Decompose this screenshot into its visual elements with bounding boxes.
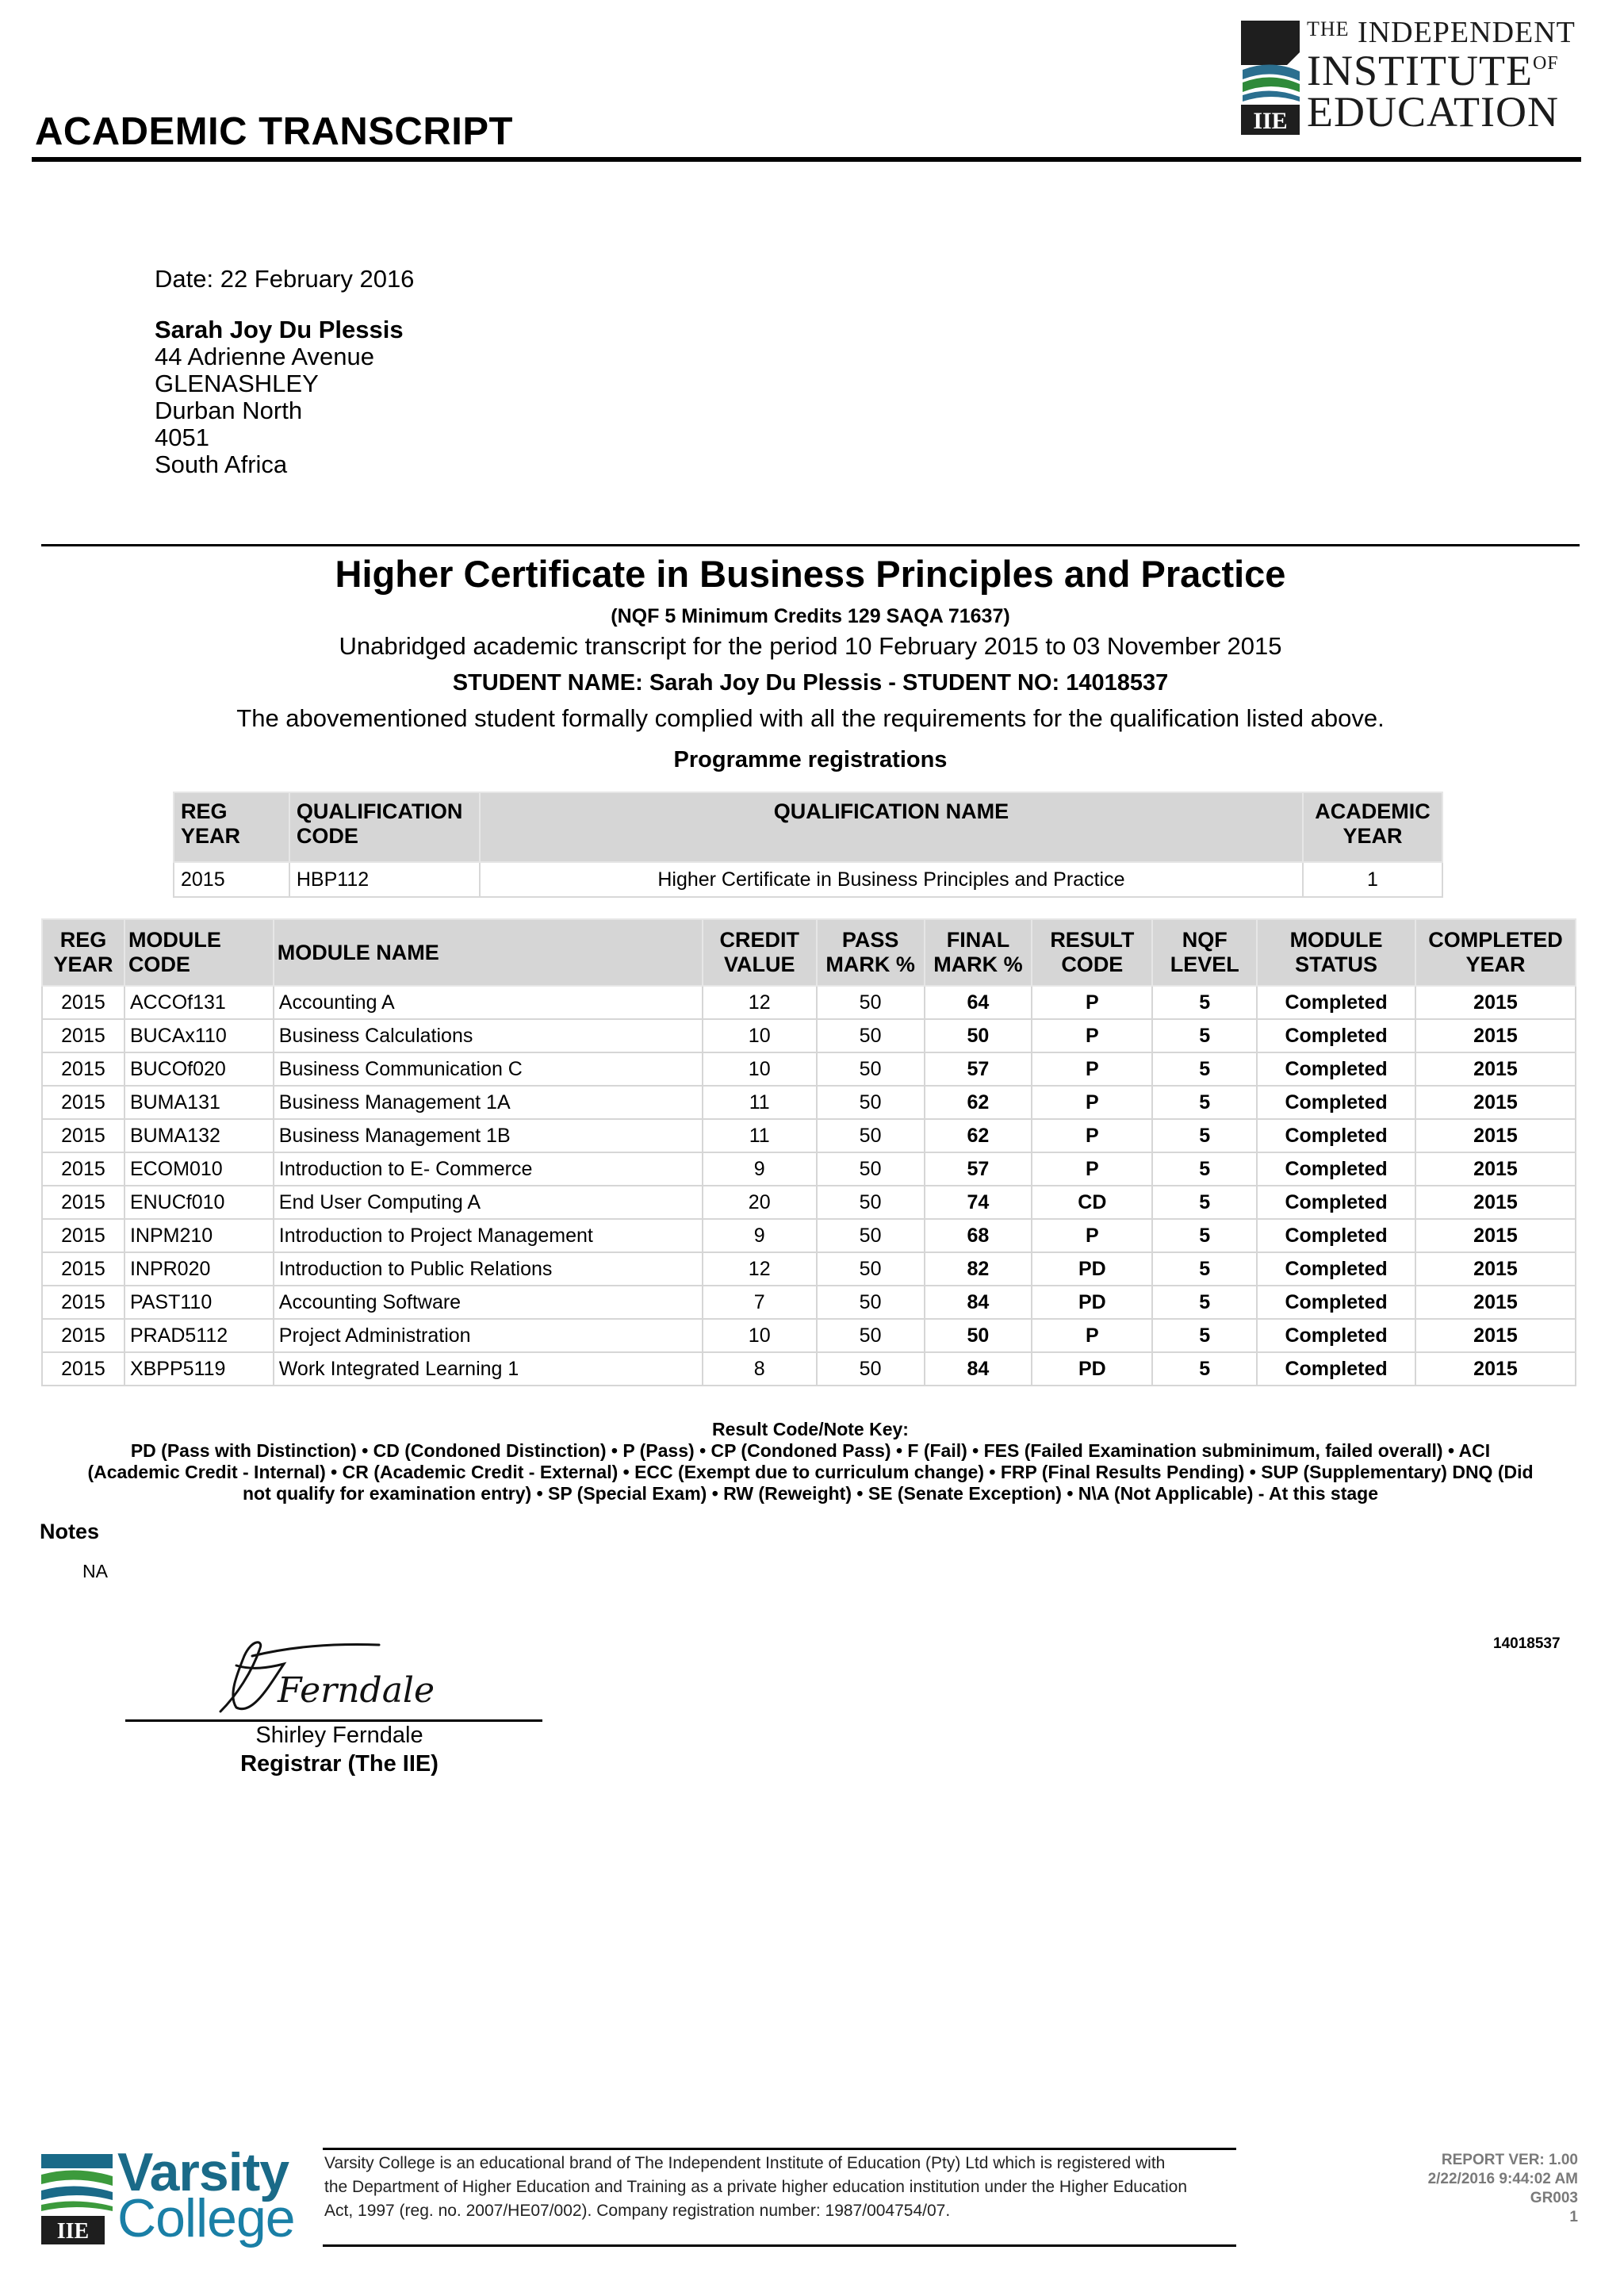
table-cell: P <box>1032 1052 1152 1086</box>
table-row <box>42 1052 1576 1086</box>
table-row <box>174 862 1442 897</box>
table-cell: Completed <box>1257 1119 1415 1152</box>
table-cell: Completed <box>1257 1252 1415 1286</box>
table-cell: 50 <box>817 1019 925 1052</box>
table-cell: 12 <box>703 986 817 1019</box>
table-cell: 2015 <box>42 1286 124 1319</box>
table-cell: 50 <box>817 1286 925 1319</box>
table-cell: Business Management 1B <box>274 1119 703 1152</box>
report-timestamp: 2/22/2016 9:44:02 AM <box>1427 2171 1578 2187</box>
report-version: REPORT VER: 1.00 <box>1441 2152 1578 2168</box>
table-row <box>42 1219 1576 1252</box>
table-cell: 50 <box>817 1352 925 1386</box>
table-row <box>42 1019 1576 1052</box>
column-header: FINAL MARK % <box>925 919 1032 986</box>
table-cell: 9 <box>703 1219 817 1252</box>
registrar-signature <box>205 1632 442 1719</box>
table-cell: 2015 <box>1415 1252 1576 1286</box>
table-cell: 5 <box>1152 1319 1257 1352</box>
table-cell: 11 <box>703 1086 817 1119</box>
column-header: REG YEAR <box>42 919 124 986</box>
table-cell: 2015 <box>42 1319 124 1352</box>
column-header: ACADEMIC YEAR <box>1303 792 1442 862</box>
table-cell: 2015 <box>1415 1152 1576 1186</box>
table-cell: 2015 <box>42 1252 124 1286</box>
table-row <box>42 1286 1576 1319</box>
table-cell: 10 <box>703 1052 817 1086</box>
table-cell: 68 <box>925 1219 1032 1252</box>
table-cell: ENUCf010 <box>124 1186 274 1219</box>
table-cell: 2015 <box>42 1219 124 1252</box>
table-cell: 50 <box>817 1119 925 1152</box>
address-line: Durban North <box>155 397 303 424</box>
table-row <box>42 986 1576 1019</box>
table-row <box>42 1319 1576 1352</box>
table-cell: PD <box>1032 1252 1152 1286</box>
table-cell: BUCOf020 <box>124 1052 274 1086</box>
address-line: South Africa <box>155 450 288 478</box>
table-cell: 2015 <box>1415 986 1576 1019</box>
table-cell: P <box>1032 986 1152 1019</box>
addressee-block <box>155 316 404 478</box>
column-header: QUALIFICATION CODE <box>289 792 480 862</box>
registrar-role: Registrar (The IIE) <box>240 1751 439 1777</box>
iie-logo-banner <box>1241 21 1300 52</box>
table-cell: 5 <box>1152 1352 1257 1386</box>
table-cell: Completed <box>1257 986 1415 1019</box>
table-cell: 2015 <box>1415 1186 1576 1219</box>
table-cell: INPM210 <box>124 1219 274 1252</box>
table-cell: Completed <box>1257 1319 1415 1352</box>
address-line: 4051 <box>155 424 209 451</box>
table-cell: 2015 <box>1415 1086 1576 1119</box>
table-cell: Higher Certificate in Business Principles and Practice <box>480 862 1303 897</box>
table-cell: 5 <box>1152 1186 1257 1219</box>
signature-line <box>125 1719 542 1722</box>
table-cell: 74 <box>925 1186 1032 1219</box>
transcript-period: Unabridged academic transcript for the period 10 February 2015 to 03 November 2015 <box>339 632 1282 660</box>
page-number: 1 <box>1569 2209 1578 2225</box>
table-cell: 5 <box>1152 1086 1257 1119</box>
table-cell: ACCOf131 <box>124 986 274 1019</box>
table-cell: 2015 <box>1415 1219 1576 1252</box>
table-cell: 2015 <box>174 862 289 897</box>
addressee-name: Sarah Joy Du Plessis <box>155 316 404 343</box>
qualification-title: Higher Certificate in Business Principles and Practice <box>335 553 1286 595</box>
varsity-college-wordmark: Varsity College <box>117 2142 295 2248</box>
table-cell: 2015 <box>1415 1052 1576 1086</box>
column-header: MODULE STATUS <box>1257 919 1415 986</box>
student-identifier: STUDENT NAME: Sarah Joy Du Plessis - STUDENT NO: 14018537 <box>452 670 1169 696</box>
iie-badge-text: IIE <box>1253 108 1288 134</box>
table-cell: 2015 <box>42 1186 124 1219</box>
table-cell: Project Administration <box>274 1319 703 1352</box>
table-cell: P <box>1032 1019 1152 1052</box>
key-line: not qualify for examination entry) • SP (Special Exam) • RW (Reweight) • SE (Senate Exception) • N\A (Not Applicable) - At this stage <box>242 1483 1378 1504</box>
vc-badge-text: IIE <box>56 2219 90 2244</box>
table-cell: 5 <box>1152 1152 1257 1186</box>
table-cell: 82 <box>925 1252 1032 1286</box>
table-cell: 7 <box>703 1286 817 1319</box>
programme-table-header <box>174 792 1442 862</box>
table-cell: BUCAx110 <box>124 1019 274 1052</box>
table-cell: 5 <box>1152 1052 1257 1086</box>
key-heading: Result Code/Note Key: <box>712 1419 909 1439</box>
address-line: GLENASHLEY <box>155 370 319 397</box>
result-code-key <box>41 1419 1580 1504</box>
table-cell: 2015 <box>1415 1286 1576 1319</box>
column-header: NQF LEVEL <box>1152 919 1257 986</box>
table-cell: Introduction to Project Management <box>274 1219 703 1252</box>
table-cell: 2015 <box>1415 1119 1576 1152</box>
table-cell: 10 <box>703 1319 817 1352</box>
table-cell: 62 <box>925 1086 1032 1119</box>
table-cell: 5 <box>1152 1219 1257 1252</box>
table-cell: BUMA132 <box>124 1119 274 1152</box>
table-cell: 50 <box>925 1019 1032 1052</box>
table-cell: 50 <box>925 1319 1032 1352</box>
modules-table <box>41 918 1576 1386</box>
table-cell: 50 <box>817 1052 925 1086</box>
table-cell: Completed <box>1257 1152 1415 1186</box>
table-cell: INPR020 <box>124 1252 274 1286</box>
table-cell: End User Computing A <box>274 1186 703 1219</box>
column-header: MODULE CODE <box>124 919 274 986</box>
table-cell: 1 <box>1303 862 1442 897</box>
section-divider <box>41 544 1580 546</box>
header-divider <box>32 157 1581 162</box>
iie-logo-text: $^{THE}$ INDEPENDENT $INSTITUTE^{OF}$ EDUCATION <box>1307 16 1576 136</box>
table-cell: 50 <box>817 1186 925 1219</box>
table-cell: Completed <box>1257 1086 1415 1119</box>
table-cell: Completed <box>1257 1352 1415 1386</box>
table-cell: 2015 <box>42 986 124 1019</box>
table-cell: 2015 <box>42 1086 124 1119</box>
table-row <box>42 1252 1576 1286</box>
table-cell: ECOM010 <box>124 1152 274 1186</box>
table-cell: Introduction to Public Relations <box>274 1252 703 1286</box>
address-line: 44 Adrienne Avenue <box>155 343 374 370</box>
table-cell: 2015 <box>42 1019 124 1052</box>
table-cell: 2015 <box>1415 1319 1576 1352</box>
footer-divider-top <box>323 2148 1236 2150</box>
table-cell: 5 <box>1152 1119 1257 1152</box>
table-cell: 5 <box>1152 1252 1257 1286</box>
column-header: MODULE NAME <box>274 919 703 986</box>
document-title: ACADEMIC TRANSCRIPT <box>35 110 513 153</box>
table-cell: 50 <box>817 1219 925 1252</box>
registrar-name: Shirley Ferndale <box>255 1723 423 1748</box>
table-row <box>42 1119 1576 1152</box>
table-cell: 9 <box>703 1152 817 1186</box>
table-cell: Business Management 1A <box>274 1086 703 1119</box>
table-cell: 5 <box>1152 1019 1257 1052</box>
table-cell: 20 <box>703 1186 817 1219</box>
table-cell: P <box>1032 1152 1152 1186</box>
table-cell: 2015 <box>42 1052 124 1086</box>
table-cell: CD <box>1032 1186 1152 1219</box>
programme-registrations-heading: Programme registrations <box>673 747 948 772</box>
table-cell: 84 <box>925 1286 1032 1319</box>
table-cell: Business Communication C <box>274 1052 703 1086</box>
transcript-date: Date: 22 February 2016 <box>155 265 415 293</box>
table-cell: 84 <box>925 1352 1032 1386</box>
nqf-credits: (NQF 5 Minimum Credits 129 SAQA 71637) <box>611 605 1010 627</box>
footer-disclaimer: Varsity College is an educational brand of The Independent Institute of Education (Pty) Ltd which is registered with the Department of Higher Education and Training as a private higher education institution under the Higher Education Act, 1997 (reg. no. 2007/HE07/002). Company registration number: 1987/004754/07. <box>324 2154 1188 2220</box>
table-cell: Introduction to E- Commerce <box>274 1152 703 1186</box>
table-cell: PD <box>1032 1352 1152 1386</box>
table-cell: XBPP5119 <box>124 1352 274 1386</box>
table-cell: 12 <box>703 1252 817 1286</box>
table-cell: 11 <box>703 1119 817 1152</box>
table-cell: 62 <box>925 1119 1032 1152</box>
table-cell: Completed <box>1257 1052 1415 1086</box>
table-cell: 57 <box>925 1152 1032 1186</box>
column-header: COMPLETED YEAR <box>1415 919 1576 986</box>
report-code: GR003 <box>1530 2190 1578 2206</box>
signature-script: Ferndale <box>278 1670 435 1711</box>
notes-value: NA <box>82 1561 108 1581</box>
column-header: QUALIFICATION NAME <box>480 792 1303 862</box>
table-cell: P <box>1032 1086 1152 1119</box>
table-cell: PD <box>1032 1286 1152 1319</box>
table-cell: 50 <box>817 1152 925 1186</box>
table-cell: PRAD5112 <box>124 1319 274 1352</box>
key-line: PD (Pass with Distinction) • CD (Condoned Distinction) • P (Pass) • CP (Condoned Pass) • F (Fail) • FES (Failed Examination subminimum, failed overall) • ACI <box>130 1440 1491 1461</box>
table-cell: P <box>1032 1219 1152 1252</box>
table-cell: Completed <box>1257 1286 1415 1319</box>
table-cell: 50 <box>817 1319 925 1352</box>
table-row <box>42 1152 1576 1186</box>
modules-table-header <box>42 919 1576 986</box>
table-cell: Accounting A <box>274 986 703 1019</box>
column-header: CREDIT VALUE <box>703 919 817 986</box>
student-number-reference: 14018537 <box>1493 1635 1561 1652</box>
table-cell: 2015 <box>42 1119 124 1152</box>
table-cell: 64 <box>925 986 1032 1019</box>
table-row <box>42 1186 1576 1219</box>
table-cell: 50 <box>817 1086 925 1119</box>
column-header: REG YEAR <box>174 792 289 862</box>
table-cell: Completed <box>1257 1019 1415 1052</box>
programme-table <box>173 792 1443 898</box>
key-line: (Academic Credit - Internal) • CR (Academic Credit - External) • ECC (Exempt due to curriculum change) • FRP (Final Results Pending) • SUP (Supplementary) DNQ (Did <box>87 1462 1534 1482</box>
table-cell: 50 <box>817 986 925 1019</box>
table-cell: Accounting Software <box>274 1286 703 1319</box>
table-cell: 2015 <box>42 1152 124 1186</box>
table-cell: P <box>1032 1319 1152 1352</box>
footer-divider-bottom <box>323 2244 1236 2247</box>
notes-heading: Notes <box>40 1520 100 1543</box>
column-header: PASS MARK % <box>817 919 925 986</box>
table-cell: 50 <box>817 1252 925 1286</box>
table-row <box>42 1086 1576 1119</box>
table-cell: 5 <box>1152 1286 1257 1319</box>
table-cell: Work Integrated Learning 1 <box>274 1352 703 1386</box>
table-row <box>42 1352 1576 1386</box>
varsity-college-logo <box>40 2151 115 2246</box>
table-cell: BUMA131 <box>124 1086 274 1119</box>
table-cell: 8 <box>703 1352 817 1386</box>
table-cell: Completed <box>1257 1219 1415 1252</box>
report-meta <box>1348 2151 1578 2227</box>
table-cell: Business Calculations <box>274 1019 703 1052</box>
table-cell: 2015 <box>1415 1352 1576 1386</box>
table-cell: 5 <box>1152 986 1257 1019</box>
table-cell: P <box>1032 1119 1152 1152</box>
table-cell: 10 <box>703 1019 817 1052</box>
column-header: RESULT CODE <box>1032 919 1152 986</box>
compliance-statement: The abovementioned student formally complied with all the requirements for the qualification listed above. <box>236 704 1385 732</box>
table-cell: 2015 <box>42 1352 124 1386</box>
table-cell: Completed <box>1257 1186 1415 1219</box>
table-cell: 2015 <box>1415 1019 1576 1052</box>
table-cell: PAST110 <box>124 1286 274 1319</box>
table-cell: HBP112 <box>289 862 480 897</box>
table-cell: 57 <box>925 1052 1032 1086</box>
